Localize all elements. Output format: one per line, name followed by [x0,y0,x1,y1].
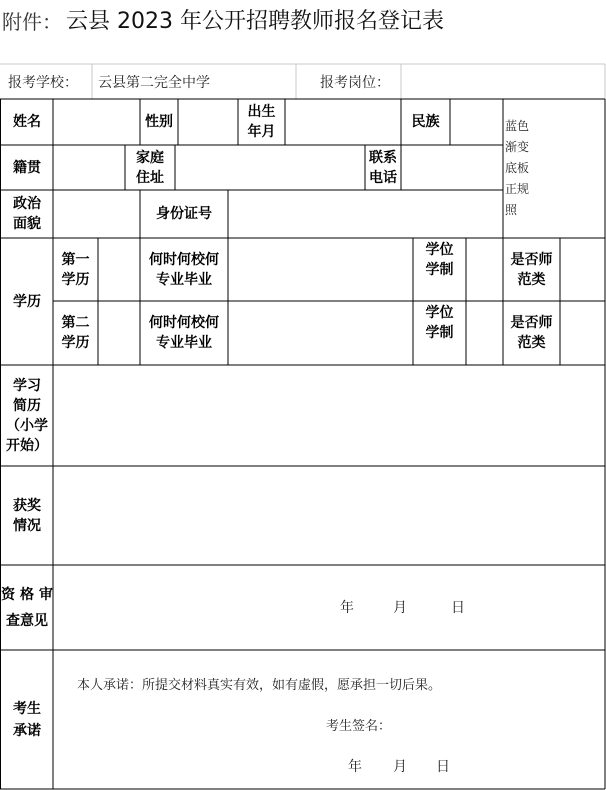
address-label-line2: 住址 [136,169,164,186]
second-degree-system-line1: 学位 [425,305,454,321]
review-year: 年 [340,600,354,616]
first-degree-system-line1: 学位 [425,242,454,258]
second-graduation-label [140,301,228,365]
pledge-year: 年 [348,759,362,775]
politics-label [1,190,53,238]
name-label: 姓名 [13,114,41,130]
review-field[interactable] [54,566,604,649]
review-label [1,565,53,650]
first-degree-system-field[interactable] [467,239,502,300]
awards-label-line1: 获奖 [13,497,41,514]
signature-field[interactable] [396,710,516,734]
birth-field[interactable] [286,100,400,144]
photo-note-3: 底板 [505,161,530,175]
second-degree-system-label [413,301,466,345]
awards-field[interactable] [54,467,604,564]
resume-field[interactable] [54,366,604,465]
resume-label-line1: 学习 [13,377,41,394]
gender-field[interactable] [179,100,237,144]
photo-note-1: 蓝色 [505,119,530,133]
awards-label-line2: 情况 [13,517,41,534]
phone-field[interactable] [402,146,502,189]
pledge-month: 月 [393,759,407,775]
second-degree-field[interactable] [99,302,139,364]
photo-note-4: 正规 [505,182,530,196]
native-label: 籍贯 [13,159,41,176]
resume-label [1,365,53,466]
address-label-line1: 家庭 [136,149,164,166]
pledge-label-line1: 考生 [13,700,41,717]
second-degree-label-line1: 第二 [61,315,90,331]
review-label-line1: 资 格 审 [1,586,53,603]
review-month: 月 [393,600,407,616]
photo-note-2: 渐变 [505,140,530,154]
id-number-label: 身份证号 [156,206,212,222]
first-normal-label [503,238,560,301]
second-degree-label [53,301,98,365]
second-degree-system-line2: 学制 [425,325,454,341]
pledge-label [1,650,53,789]
second-normal-field[interactable] [561,302,604,364]
resume-label-line3: （小学 [6,417,48,434]
phone-label-line1: 联系 [369,149,397,166]
gender-label: 性别 [145,114,173,130]
school-label: 报考学校： [8,75,78,91]
resume-label-line2: 简历 [13,397,41,414]
first-graduation-field[interactable] [229,239,412,300]
first-normal-label-line1: 是否师 [510,251,553,268]
first-degree-label [53,238,98,301]
address-label [125,145,175,190]
second-graduation-label-line1: 何时何校何 [149,315,219,331]
first-degree-field[interactable] [99,239,139,300]
resume-label-line4: 开始） [6,437,48,454]
address-field[interactable] [176,146,364,189]
birth-label [238,99,285,145]
first-normal-label-line2: 范类 [517,271,546,288]
first-graduation-label-line1: 何时何校何 [149,251,219,268]
phone-label [365,145,401,190]
first-degree-label-line1: 第一 [61,251,90,268]
school-value[interactable]: 云县第二完全中学 [98,75,210,91]
politics-field[interactable] [54,191,139,237]
second-degree-label-line2: 学历 [61,335,90,351]
phone-label-line2: 电话 [369,169,397,186]
first-graduation-label [140,238,228,301]
signature-label: 考生签名： [326,719,392,734]
name-field[interactable] [54,100,139,144]
native-field[interactable] [54,146,124,189]
second-graduation-label-line2: 专业毕业 [156,335,212,351]
first-degree-system-label [413,238,466,282]
second-normal-label-line2: 范类 [517,335,546,351]
ethnicity-label: 民族 [411,114,440,130]
pledge-day: 日 [436,759,450,775]
position-label: 报考岗位： [320,75,390,91]
second-graduation-field[interactable] [229,302,412,364]
title-prefix: 附件： [2,10,62,34]
birth-label-line2: 年月 [247,124,276,140]
review-day: 日 [451,600,465,616]
first-degree-label-line2: 学历 [61,271,90,288]
politics-label-line2: 面貌 [13,216,41,232]
pledge-text: 本人承诺：所提交材料真实有效，如有虚假，愿承担一切后果。 [77,678,442,693]
first-degree-system-line2: 学制 [425,262,454,278]
review-label-line2: 查意见 [6,612,48,629]
second-degree-system-field[interactable] [467,302,502,364]
first-graduation-label-line2: 专业毕业 [156,271,212,288]
photo-note-5: 照 [505,203,518,217]
ethnicity-field[interactable] [451,100,502,144]
birth-label-line1: 出生 [247,104,276,120]
page-title: 云县 2023 年公开招聘教师报名登记表 [66,9,444,34]
photo-box[interactable] [505,116,545,221]
id-number-field[interactable] [229,191,502,237]
education-label: 学历 [13,293,41,310]
awards-label [1,466,53,565]
pledge-label-line2: 承诺 [13,722,41,739]
first-normal-field[interactable] [561,239,604,300]
politics-label-line1: 政治 [13,196,41,212]
second-normal-label-line1: 是否师 [510,315,553,331]
second-normal-label [503,301,560,365]
